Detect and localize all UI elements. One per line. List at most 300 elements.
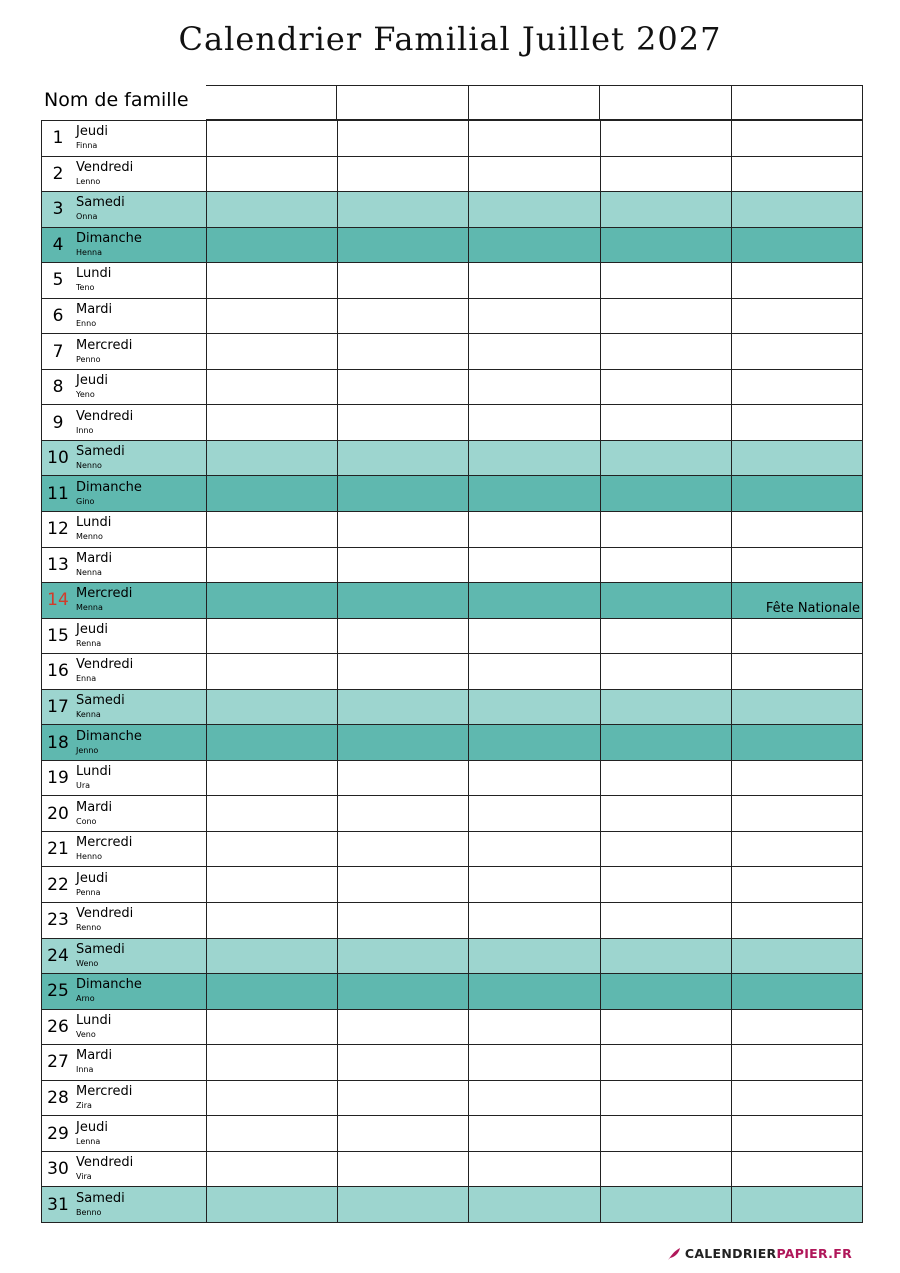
- entry-cell[interactable]: [207, 121, 338, 156]
- day-name: Lundi: [76, 764, 112, 780]
- entry-cell[interactable]: [732, 121, 863, 156]
- entry-cell[interactable]: [338, 1152, 469, 1187]
- entry-cell[interactable]: [732, 725, 863, 760]
- entry-cell[interactable]: [338, 1045, 469, 1080]
- day-number: 12: [47, 519, 69, 540]
- entry-cell[interactable]: [338, 121, 469, 156]
- entry-cell[interactable]: [207, 903, 338, 938]
- day-row: [42, 1081, 863, 1117]
- day-row: [42, 228, 863, 264]
- entry-cell[interactable]: [469, 370, 600, 405]
- entry-cell[interactable]: [207, 405, 338, 440]
- day-label-cell: [42, 761, 207, 796]
- day-row: [42, 299, 863, 335]
- calendar-grid: [41, 85, 863, 1223]
- saint-name: Menno: [76, 532, 103, 542]
- entry-cell[interactable]: [207, 1010, 338, 1045]
- entry-cell[interactable]: [601, 974, 732, 1009]
- entry-cell[interactable]: [601, 263, 732, 298]
- day-number: 20: [47, 803, 69, 824]
- day-number: 25: [47, 981, 69, 1002]
- day-info: [76, 339, 132, 365]
- day-number: 17: [47, 697, 69, 718]
- entry-cell[interactable]: [469, 583, 600, 618]
- day-number: 13: [47, 554, 69, 575]
- entry-cell[interactable]: [732, 370, 863, 405]
- entry-cell[interactable]: [469, 690, 600, 725]
- brand-accent: PAPIER.FR: [776, 1246, 852, 1261]
- entry-cell[interactable]: [338, 939, 469, 974]
- day-name: Jeudi: [76, 870, 108, 886]
- entry-cell[interactable]: [601, 867, 732, 902]
- saint-name: Enno: [76, 319, 97, 328]
- day-info: [76, 1049, 112, 1075]
- entry-cell[interactable]: [469, 334, 600, 369]
- day-name: Jeudi: [76, 621, 108, 637]
- day-number: 1: [52, 128, 64, 149]
- entry-cell[interactable]: [469, 725, 600, 760]
- day-row: [42, 1116, 863, 1152]
- entry-cell[interactable]: [732, 1187, 863, 1222]
- entry-cell[interactable]: [338, 548, 469, 583]
- entry-cell[interactable]: [338, 690, 469, 725]
- entry-cell[interactable]: [732, 228, 863, 263]
- day-row: [42, 654, 863, 690]
- day-name: Vendredi: [76, 159, 134, 175]
- day-row: [42, 192, 863, 228]
- entry-cell[interactable]: [601, 1152, 732, 1187]
- entry-cell[interactable]: [469, 1116, 600, 1151]
- entry-cell[interactable]: [338, 725, 469, 760]
- entry-cell[interactable]: [469, 299, 600, 334]
- day-label-cell: [42, 725, 207, 760]
- entry-cell[interactable]: [469, 121, 600, 156]
- entry-cell[interactable]: [469, 832, 600, 867]
- saint-name: Gino: [76, 496, 95, 506]
- entry-cell[interactable]: [207, 654, 338, 689]
- entry-cell[interactable]: [732, 761, 863, 796]
- entry-cell[interactable]: [732, 405, 863, 440]
- day-label-cell: [42, 441, 207, 476]
- entry-cell[interactable]: [207, 796, 338, 831]
- saint-name: Vira: [76, 1172, 92, 1182]
- entry-cell[interactable]: [601, 121, 732, 156]
- day-info: [76, 658, 133, 684]
- header-row: [41, 85, 863, 120]
- day-number: 5: [52, 270, 64, 291]
- day-name: Vendredi: [76, 657, 134, 673]
- entry-cell[interactable]: [469, 157, 600, 192]
- day-row: [42, 121, 863, 157]
- entry-cell[interactable]: [601, 583, 732, 618]
- entry-cell[interactable]: [732, 548, 863, 583]
- day-row: [42, 441, 863, 477]
- day-name: Lundi: [76, 266, 112, 282]
- day-row: [42, 725, 863, 761]
- entry-cell[interactable]: [732, 157, 863, 192]
- entry-cell[interactable]: [207, 299, 338, 334]
- day-label-cell: [42, 476, 207, 511]
- entry-cell[interactable]: [469, 441, 600, 476]
- entry-cell[interactable]: [469, 939, 600, 974]
- entry-cell[interactable]: [601, 548, 732, 583]
- entry-cell[interactable]: [732, 796, 863, 831]
- saint-name: Henno: [76, 852, 102, 862]
- day-label-cell: [42, 832, 207, 867]
- day-label-cell: [42, 299, 207, 334]
- day-row: [42, 796, 863, 832]
- entry-cell[interactable]: [338, 867, 469, 902]
- day-label-cell: [42, 796, 207, 831]
- day-label-cell: [42, 512, 207, 547]
- entry-cell[interactable]: [338, 512, 469, 547]
- entry-cell[interactable]: [732, 690, 863, 725]
- day-number: 15: [47, 625, 69, 646]
- entry-cell[interactable]: [601, 690, 732, 725]
- saint-name: Lenno: [76, 176, 101, 186]
- day-number: 8: [52, 377, 64, 398]
- saint-name: Yeno: [76, 390, 95, 400]
- entry-cell[interactable]: [469, 761, 600, 796]
- day-info: [76, 1085, 132, 1111]
- day-label-cell: [42, 157, 207, 192]
- entry-cell[interactable]: [601, 1187, 732, 1222]
- day-name: Mardi: [76, 799, 113, 815]
- entry-cell[interactable]: [207, 1116, 338, 1151]
- day-rows: [41, 120, 863, 1223]
- entry-cell[interactable]: [207, 370, 338, 405]
- entry-cell[interactable]: [601, 405, 732, 440]
- entry-cell[interactable]: [469, 903, 600, 938]
- day-info: [76, 978, 142, 1004]
- saint-name: Ura: [76, 781, 91, 791]
- entry-cell[interactable]: [207, 1081, 338, 1116]
- entry-cell[interactable]: [601, 725, 732, 760]
- day-row: [42, 832, 863, 868]
- day-info: [76, 1121, 108, 1147]
- entry-cell[interactable]: [601, 654, 732, 689]
- entry-cell[interactable]: [338, 157, 469, 192]
- entry-cell[interactable]: [207, 263, 338, 298]
- brand-main: CALENDRIER: [684, 1246, 777, 1261]
- saint-name: Penna: [76, 887, 101, 897]
- entry-cell[interactable]: [338, 441, 469, 476]
- entry-cell[interactable]: [207, 619, 338, 654]
- entry-cell[interactable]: [338, 1116, 469, 1151]
- saint-name: Inno: [76, 425, 94, 435]
- brand-footer: [667, 1246, 852, 1261]
- entry-cell[interactable]: [469, 619, 600, 654]
- entry-cell[interactable]: [601, 476, 732, 511]
- day-info: [76, 801, 112, 827]
- entry-cell[interactable]: [338, 583, 469, 618]
- entry-cell[interactable]: [469, 796, 600, 831]
- entry-cell[interactable]: [732, 654, 863, 689]
- day-info: [76, 196, 125, 222]
- entry-cell[interactable]: [732, 192, 863, 227]
- day-name: Samedi: [76, 195, 125, 211]
- entry-cell[interactable]: [338, 263, 469, 298]
- entry-cell[interactable]: [207, 939, 338, 974]
- entry-cell[interactable]: [338, 476, 469, 511]
- day-label-cell: [42, 583, 207, 618]
- entry-cell[interactable]: [601, 1081, 732, 1116]
- saint-name: Nenna: [76, 567, 102, 577]
- saint-name: Renna: [76, 638, 102, 648]
- entry-cell[interactable]: [338, 1010, 469, 1045]
- day-label-cell: [42, 1045, 207, 1080]
- entry-cell[interactable]: [207, 974, 338, 1009]
- saint-name: Lenna: [76, 1136, 101, 1146]
- entry-cell[interactable]: [338, 619, 469, 654]
- entry-cell[interactable]: [601, 1116, 732, 1151]
- entry-cell[interactable]: [732, 512, 863, 547]
- day-name: Samedi: [76, 1190, 125, 1206]
- day-label-cell: [42, 903, 207, 938]
- entry-cell[interactable]: [207, 725, 338, 760]
- saint-name: Jenno: [76, 745, 99, 755]
- day-name: Samedi: [76, 941, 125, 957]
- day-name: Jeudi: [76, 124, 108, 140]
- entry-cell[interactable]: [469, 654, 600, 689]
- saint-name: Teno: [76, 283, 95, 293]
- day-name: Dimanche: [76, 728, 142, 744]
- entry-cell[interactable]: [469, 548, 600, 583]
- entry-cell[interactable]: [207, 441, 338, 476]
- entry-cell[interactable]: [732, 832, 863, 867]
- day-row: [42, 334, 863, 370]
- entry-cell[interactable]: [601, 796, 732, 831]
- day-label-cell: [42, 121, 207, 156]
- family-name-input-3[interactable]: [469, 85, 600, 120]
- day-label-cell: [42, 370, 207, 405]
- day-row: [42, 1010, 863, 1046]
- day-name: Samedi: [76, 444, 125, 460]
- day-name: Samedi: [76, 693, 125, 709]
- day-number: 11: [47, 483, 69, 504]
- day-name: Mardi: [76, 1048, 113, 1064]
- day-info: [76, 587, 132, 613]
- day-number: 30: [47, 1159, 69, 1180]
- day-number: 31: [47, 1194, 69, 1215]
- family-name-input-2[interactable]: [337, 85, 468, 120]
- saint-name: Veno: [76, 1029, 96, 1039]
- entry-cell[interactable]: [732, 939, 863, 974]
- entry-cell[interactable]: [207, 476, 338, 511]
- entry-cell[interactable]: [732, 1045, 863, 1080]
- day-label-cell: [42, 405, 207, 440]
- entry-cell[interactable]: [338, 405, 469, 440]
- entry-cell[interactable]: [601, 370, 732, 405]
- entry-cell[interactable]: [469, 405, 600, 440]
- entry-cell[interactable]: [601, 1010, 732, 1045]
- entry-cell[interactable]: [338, 1081, 469, 1116]
- entry-cell[interactable]: [469, 228, 600, 263]
- entry-cell[interactable]: [732, 441, 863, 476]
- day-name: Mardi: [76, 550, 113, 566]
- day-number: 29: [47, 1123, 69, 1144]
- entry-cell[interactable]: [338, 974, 469, 1009]
- entry-cell[interactable]: [338, 192, 469, 227]
- saint-name: Henna: [76, 247, 102, 257]
- entry-cell[interactable]: [601, 1045, 732, 1080]
- entry-cell[interactable]: [338, 228, 469, 263]
- day-info: [76, 481, 142, 507]
- day-label-cell: [42, 1152, 207, 1187]
- saint-name: Zira: [76, 1101, 92, 1111]
- entry-cell[interactable]: [207, 192, 338, 227]
- day-label-cell: [42, 1187, 207, 1222]
- day-row: [42, 1152, 863, 1188]
- entry-cell[interactable]: [338, 903, 469, 938]
- day-number: 2: [52, 163, 64, 184]
- day-label-cell: [42, 974, 207, 1009]
- day-row: [42, 867, 863, 903]
- entry-cell[interactable]: [601, 512, 732, 547]
- entry-cell[interactable]: [601, 619, 732, 654]
- entry-cell[interactable]: [469, 974, 600, 1009]
- day-info: [76, 552, 112, 578]
- entry-cell[interactable]: [338, 761, 469, 796]
- day-number: 18: [47, 732, 69, 753]
- entry-cell[interactable]: [732, 1081, 863, 1116]
- entry-cell[interactable]: [469, 867, 600, 902]
- entry-cell[interactable]: [207, 334, 338, 369]
- day-row: [42, 690, 863, 726]
- entry-cell[interactable]: [601, 761, 732, 796]
- day-label-cell: [42, 228, 207, 263]
- entry-cell[interactable]: [469, 1081, 600, 1116]
- day-row: [42, 974, 863, 1010]
- entry-cell[interactable]: [732, 1116, 863, 1151]
- entry-cell[interactable]: [207, 583, 338, 618]
- day-row: [42, 476, 863, 512]
- entry-cell[interactable]: [469, 1045, 600, 1080]
- day-name: Mercredi: [76, 835, 133, 851]
- entry-cell[interactable]: [601, 832, 732, 867]
- entry-cell[interactable]: [207, 832, 338, 867]
- entry-cell[interactable]: [338, 1187, 469, 1222]
- entry-cell[interactable]: [732, 263, 863, 298]
- day-info: [76, 125, 108, 151]
- day-row: [42, 1045, 863, 1081]
- day-label-cell: [42, 867, 207, 902]
- entry-cell[interactable]: [207, 512, 338, 547]
- entry-cell[interactable]: [469, 1152, 600, 1187]
- day-number: 9: [52, 412, 64, 433]
- saint-name: Menna: [76, 603, 103, 613]
- day-info: [76, 623, 108, 649]
- day-number: 7: [52, 341, 64, 362]
- day-name: Lundi: [76, 1012, 112, 1028]
- day-label-cell: [42, 192, 207, 227]
- entry-cell[interactable]: [732, 903, 863, 938]
- entry-cell[interactable]: [469, 192, 600, 227]
- entry-cell[interactable]: [469, 1187, 600, 1222]
- day-name: Lundi: [76, 515, 112, 531]
- saint-name: Cono: [76, 816, 97, 826]
- entry-cell[interactable]: [732, 334, 863, 369]
- entry-cell[interactable]: [732, 299, 863, 334]
- day-name: Jeudi: [76, 1119, 108, 1135]
- day-name: Dimanche: [76, 977, 142, 993]
- entry-cell[interactable]: [338, 832, 469, 867]
- day-info: [76, 730, 142, 756]
- day-name: Vendredi: [76, 408, 134, 424]
- day-info: [76, 232, 142, 258]
- entry-cell[interactable]: [601, 939, 732, 974]
- entry-cell[interactable]: [732, 867, 863, 902]
- entry-cell[interactable]: [207, 690, 338, 725]
- day-info: [76, 943, 125, 969]
- entry-cell[interactable]: [469, 512, 600, 547]
- entry-cell[interactable]: [601, 228, 732, 263]
- entry-cell[interactable]: [207, 1045, 338, 1080]
- entry-cell[interactable]: [338, 654, 469, 689]
- day-info: [76, 765, 111, 791]
- entry-cell[interactable]: [207, 548, 338, 583]
- day-label-cell: [42, 619, 207, 654]
- entry-cell[interactable]: [601, 192, 732, 227]
- saint-name: Finna: [76, 141, 98, 151]
- entry-cell[interactable]: [338, 796, 469, 831]
- entry-cell[interactable]: [732, 1152, 863, 1187]
- entry-cell[interactable]: [207, 157, 338, 192]
- day-row: [42, 761, 863, 797]
- entry-cell[interactable]: [601, 157, 732, 192]
- day-info: [76, 445, 125, 471]
- entry-cell[interactable]: [338, 370, 469, 405]
- entry-cell[interactable]: [469, 1010, 600, 1045]
- entry-cell[interactable]: [469, 263, 600, 298]
- entry-cell[interactable]: [601, 903, 732, 938]
- day-label-cell: [42, 1010, 207, 1045]
- day-number: 6: [52, 306, 64, 326]
- day-number: 23: [47, 910, 69, 931]
- family-name-input-1[interactable]: [206, 85, 337, 120]
- entry-cell[interactable]: [207, 228, 338, 263]
- saint-name: Arno: [76, 994, 95, 1004]
- entry-cell[interactable]: [732, 583, 863, 618]
- entry-cell[interactable]: [732, 476, 863, 511]
- day-info: [76, 872, 108, 898]
- entry-cell[interactable]: [732, 974, 863, 1009]
- day-label-cell: [42, 690, 207, 725]
- family-name-input-4[interactable]: [600, 85, 731, 120]
- entry-cell[interactable]: [732, 1010, 863, 1045]
- day-info: [76, 374, 108, 400]
- family-name-input-5[interactable]: [732, 85, 863, 120]
- entry-cell[interactable]: [601, 299, 732, 334]
- entry-cell[interactable]: [338, 334, 469, 369]
- entry-cell[interactable]: [207, 867, 338, 902]
- entry-cell[interactable]: [338, 299, 469, 334]
- day-info: [76, 907, 133, 933]
- day-row: [42, 619, 863, 655]
- entry-cell[interactable]: [601, 334, 732, 369]
- saint-name: Enna: [76, 674, 97, 684]
- entry-cell[interactable]: [207, 1152, 338, 1187]
- day-row: [42, 263, 863, 299]
- day-row: [42, 548, 863, 584]
- entry-cell[interactable]: [207, 761, 338, 796]
- entry-cell[interactable]: [601, 441, 732, 476]
- day-row: [42, 405, 863, 441]
- day-number: 28: [47, 1088, 69, 1109]
- entry-cell[interactable]: [207, 1187, 338, 1222]
- entry-cell[interactable]: [732, 619, 863, 654]
- entry-cell[interactable]: [469, 476, 600, 511]
